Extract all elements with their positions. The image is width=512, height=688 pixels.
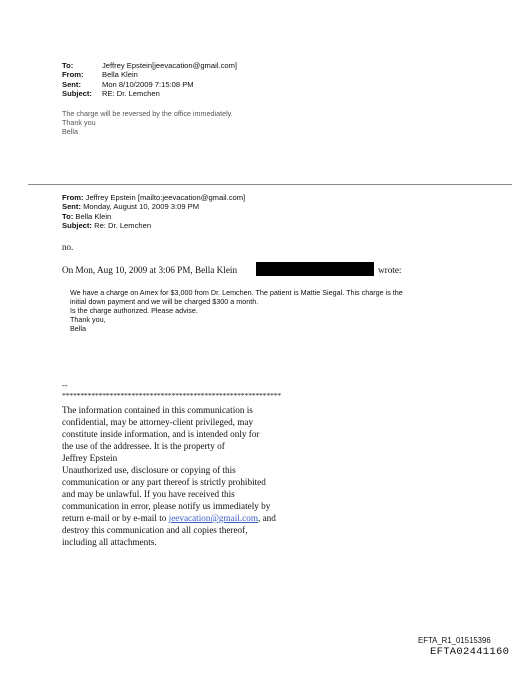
sent-label: Sent: [62, 79, 81, 89]
subject-value: RE: Dr. Lemchen [102, 89, 160, 99]
quoted-line: Is the charge authorized. Please advise. [70, 306, 198, 315]
star-separator: ************************************************************ [62, 391, 281, 400]
quote-wrote: wrote: [378, 265, 402, 275]
quoted-line: We have a charge on Amex for $3,000 from Dr. Lemchen. The patient is Mattie Siegal. This charge is the [70, 288, 403, 297]
quoted-message [70, 288, 450, 333]
from-value: Jeffrey Epstein [mailto:jeevacation@gmail.com] [85, 193, 246, 202]
sent-value: Monday, August 10, 2009 3:09 PM [83, 202, 200, 212]
email-header-1 [62, 61, 237, 99]
email-body-1 [62, 109, 233, 137]
to-label: To: [62, 211, 74, 221]
notice-line: confidential, may be attorney-client privileged, may [62, 417, 254, 427]
confidentiality-notice [62, 404, 322, 548]
sent-label: Sent: [62, 202, 81, 212]
return-prefix: return e-mail or by e-mail to [62, 513, 169, 523]
notice-line: and may be unlawful. If you have received this [62, 489, 235, 499]
to-value: Bella Klein [75, 211, 112, 221]
subject-label: Subject: [62, 89, 92, 99]
from-value: Bella Klein [102, 70, 138, 80]
divider [28, 184, 512, 185]
notice-line: including all attachments. [62, 537, 157, 547]
notice-line: Unauthorized use, disclosure or copying of this [62, 465, 236, 475]
to-label: To: [62, 61, 74, 70]
quoted-line: Thank you, [70, 315, 106, 324]
notice-line: constitute inside information, and is intended only for [62, 429, 260, 439]
sent-value: Mon 8/10/2009 7:15:08 PM [102, 79, 194, 89]
email-link[interactable]: jeevacation@gmail.com [168, 513, 258, 523]
signature-separator: -- [62, 381, 68, 390]
subject-value: Re: Dr. Lemchen [94, 221, 152, 231]
reference-id-1: EFTA_R1_01515396 [418, 636, 491, 645]
body-line: Bella [62, 127, 78, 137]
email-header-2 [62, 193, 245, 231]
quote-intro: On Mon, Aug 10, 2009 at 3:06 PM, Bella Klein [62, 265, 238, 275]
quoted-line: Bella [70, 324, 86, 333]
notice-line: Jeffrey Epstein [62, 453, 118, 463]
notice-line: communication or any part thereof is strictly prohibited [62, 477, 266, 487]
body-line: Thank you [62, 118, 96, 128]
notice-line: the use of the addressee. It is the property of [62, 441, 225, 451]
notice-line-return [62, 512, 322, 524]
body-line: The charge will be reversed by the office immediately. [62, 109, 233, 118]
from-label: From: [62, 193, 84, 202]
notice-line: destroy this communication and all copies thereof, [62, 525, 248, 535]
redaction-box [256, 262, 374, 276]
from-label: From: [62, 70, 84, 80]
notice-line: communication in error, please notify us immediately by [62, 501, 271, 511]
to-value: Jeffrey Epstein[jeevacation@gmail.com] [102, 61, 238, 70]
quoted-line: initial down payment and we will be charged $300 a month. [70, 297, 259, 306]
reference-id-2: EFTA02441160 [430, 646, 510, 658]
return-suffix: , and [257, 513, 276, 523]
reply-text: no. [62, 242, 74, 252]
notice-line: The information contained in this communication is [62, 405, 253, 415]
subject-label: Subject: [62, 221, 92, 231]
